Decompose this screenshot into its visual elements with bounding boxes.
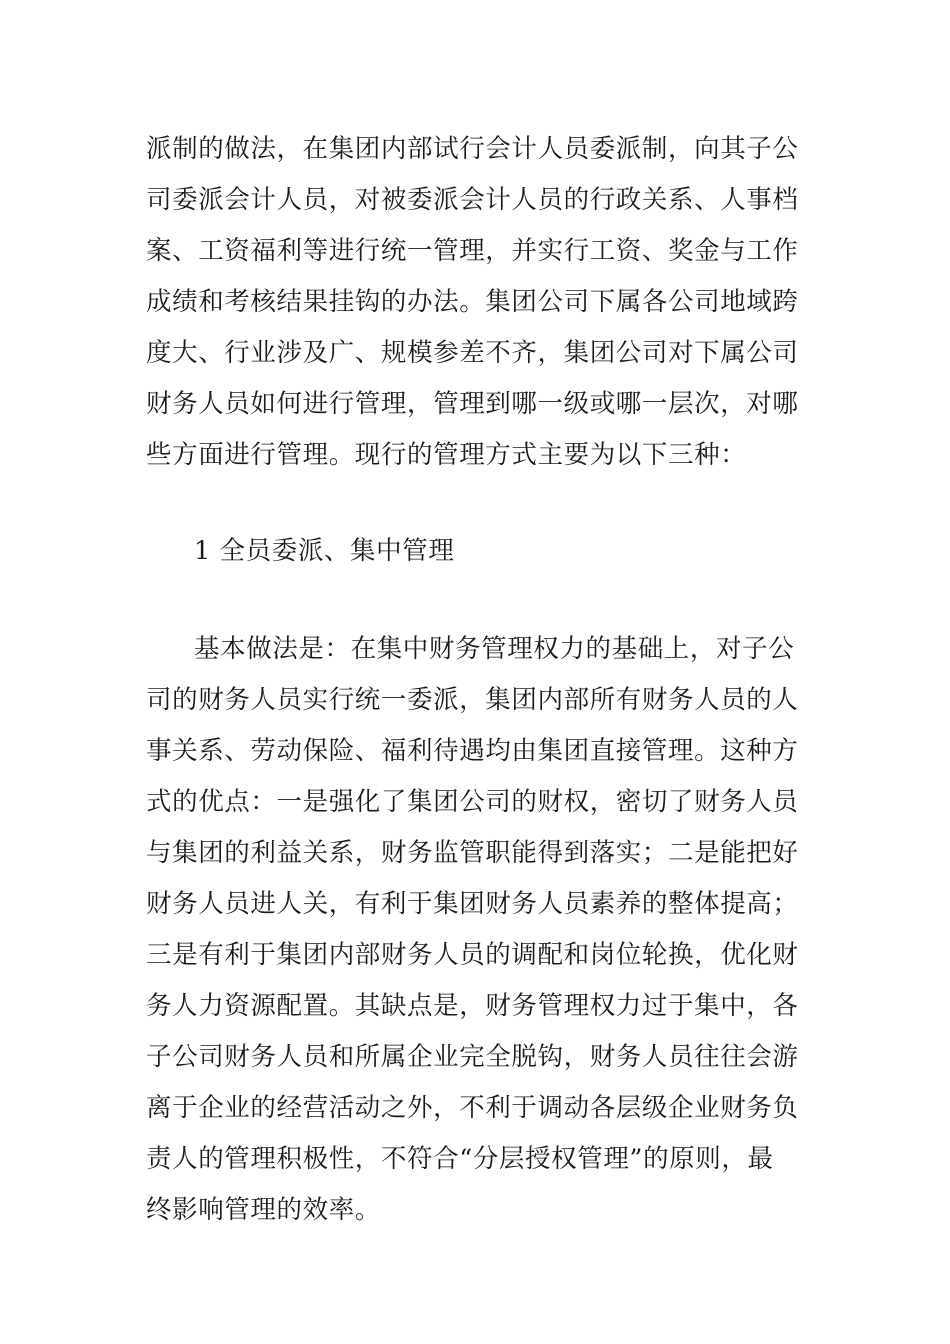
text-line: 司委派会计人员，对被委派会计人员的行政关系、人事档 bbox=[146, 185, 799, 215]
text-line: 子公司财务人员和所属企业完全脱钩，财务人员往往会游 bbox=[146, 1042, 799, 1072]
text-line: 务人力资源配置。其缺点是，财务管理权力过于集中，各 bbox=[146, 991, 799, 1021]
text-line: 案、工资福利等进行统一管理，并实行工资、奖金与工作 bbox=[146, 236, 799, 266]
text-line: 成绩和考核结果挂钩的办法。集团公司下属各公司地域跨 bbox=[146, 287, 799, 317]
section-heading-text: 1 全员委派、集中管理 bbox=[194, 536, 455, 566]
text-line: 离于企业的经营活动之外，不利于调动各层级企业财务负 bbox=[146, 1093, 799, 1123]
text-line: 事关系、劳动保险、福利待遇均由集团直接管理。这种方 bbox=[146, 736, 799, 766]
text-line: 式的优点：一是强化了集团公司的财权，密切了财务人员 bbox=[146, 787, 799, 817]
text-line: 终影响管理的效率。 bbox=[146, 1195, 381, 1225]
text-line: 与集团的利益关系，财务监管职能得到落实；二是能把好 bbox=[146, 838, 799, 868]
body-paragraph bbox=[146, 124, 799, 481]
text-line: 财务人员进人关，有利于集团财务人员素养的整体提高； bbox=[146, 889, 799, 919]
text-line: 基本做法是：在集中财务管理权力的基础上，对子公 bbox=[194, 634, 795, 664]
text-line: 三是有利于集团内部财务人员的调配和岗位轮换，优化财 bbox=[146, 940, 799, 970]
text-line: 派制的做法，在集团内部试行会计人员委派制，向其子公 bbox=[146, 134, 799, 164]
body-paragraph bbox=[146, 624, 799, 1236]
section-heading bbox=[194, 526, 454, 577]
text-line: 些方面进行管理。现行的管理方式主要为以下三种： bbox=[146, 440, 747, 470]
text-line: 财务人员如何进行管理，管理到哪一级或哪一层次，对哪 bbox=[146, 389, 799, 419]
text-line: 度大、行业涉及广、规模参差不齐，集团公司对下属公司 bbox=[146, 338, 799, 368]
text-line: 责人的管理积极性，不符合“分层授权管理”的原则，最 bbox=[146, 1144, 774, 1174]
text-line: 司的财务人员实行统一委派，集团内部所有财务人员的人 bbox=[146, 685, 799, 715]
